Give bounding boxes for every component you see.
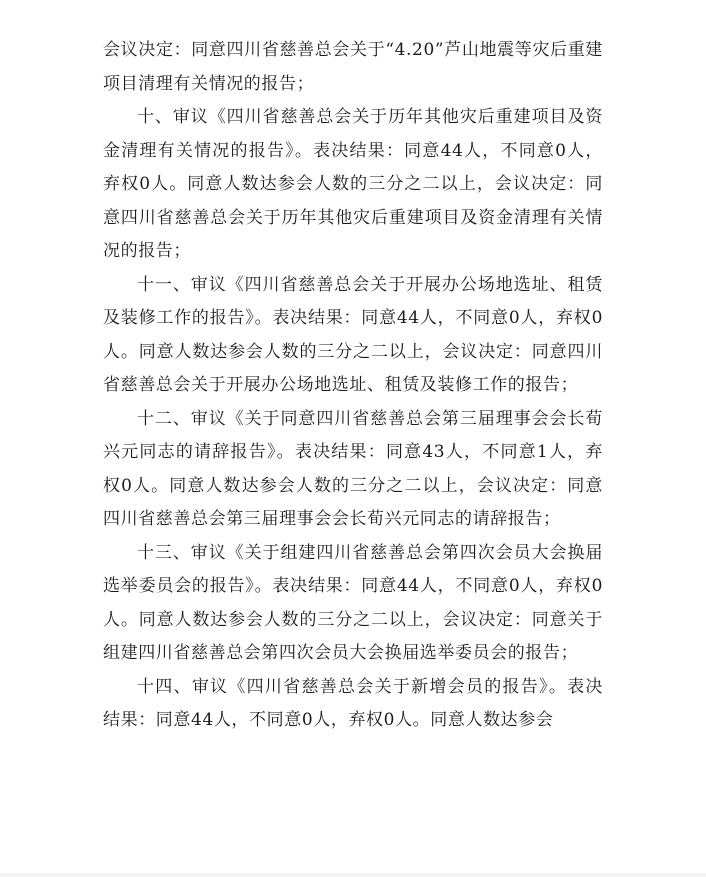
paragraph-item-13: 十三、审议《关于组建四川省慈善总会第四次会员大会换届选举委员会的报告》。表决结果：同意44人，不同意0人，弃权0人。同意人数达参会人数的三分之二以上，会议决定：同意关于组建四川省慈善总会第四次会员大会换届选举委员会的报告； — [103, 542, 603, 663]
page-bottom-edge — [0, 873, 706, 877]
paragraph-continuation: 会议决定：同意四川省慈善总会关于“4.20”芦山地震等灾后重建项目清理有关情况的报告； — [103, 40, 603, 94]
paragraph-item-11: 十一、审议《四川省慈善总会关于开展办公场地选址、租赁及装修工作的报告》。表决结果：同意44人，不同意0人，弃权0人。同意人数达参会人数的三分之二以上，会议决定：同意四川省慈善总会关于开展办公场地选址、租赁及装修工作的报告； — [103, 274, 603, 395]
paragraph-item-10: 十、审议《四川省慈善总会关于历年其他灾后重建项目及资金清理有关情况的报告》。表决结果：同意44人，不同意0人，弃权0人。同意人数达参会人数的三分之二以上，会议决定：同意四川省慈善总会关于历年其他灾后重建项目及资金清理有关情况的报告； — [103, 107, 603, 261]
paragraph-item-14: 十四、审议《四川省慈善总会关于新增会员的报告》。表决结果：同意44人，不同意0人，弃权0人。同意人数达参会 — [103, 676, 603, 730]
paragraph-item-12: 十二、审议《关于同意四川省慈善总会第三届理事会会长荀兴元同志的请辞报告》。表决结果：同意43人，不同意1人，弃权0人。同意人数达参会人数的三分之二以上，会议决定：同意四川省慈善总会第三届理事会会长荀兴元同志的请辞报告； — [103, 408, 603, 529]
